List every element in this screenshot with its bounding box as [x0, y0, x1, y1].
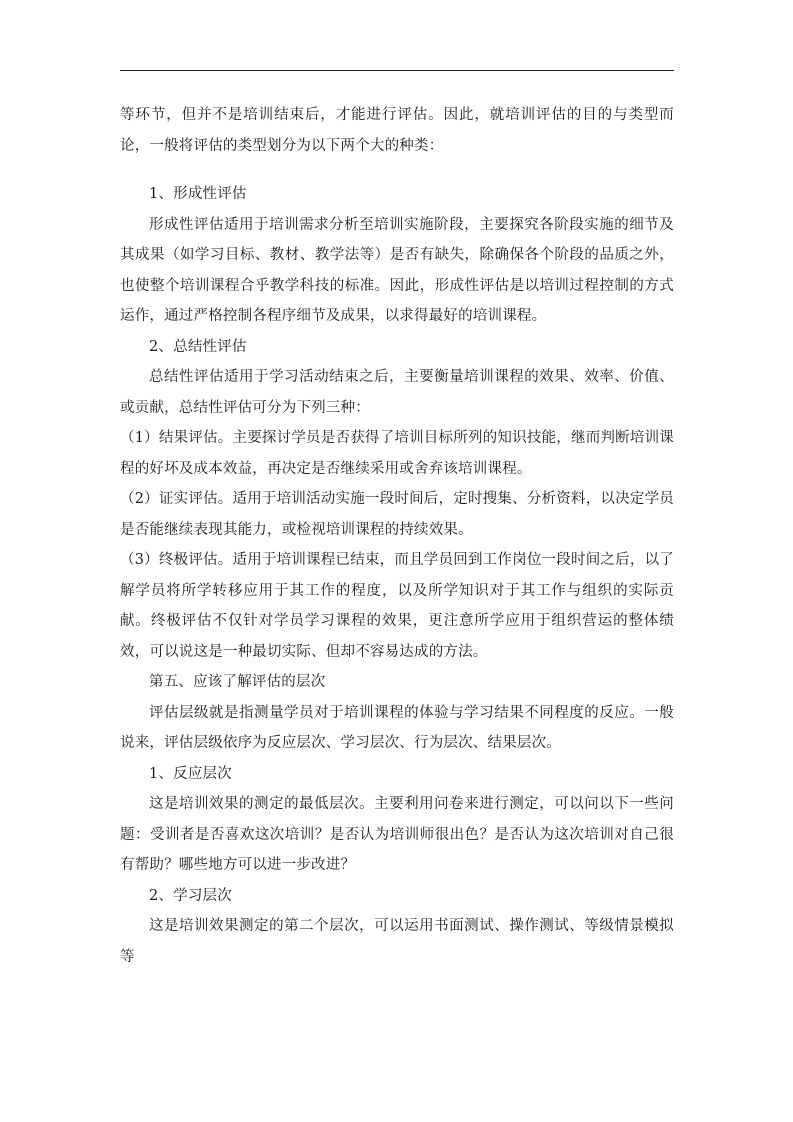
- paragraph: 总结性评估适用于学习活动结束之后，主要衡量培训课程的效果、效率、价值、或贡献，总结性评估可分为下列三种：: [120, 369, 674, 416]
- list-item: （1）结果评估。主要探讨学员是否获得了培训目标所列的知识技能，继而判断培训课程的好坏及成本效益，再决定是否继续采用或舍弃该培训课程。: [120, 430, 674, 477]
- paragraph: 等环节，但并不是培训结束后，才能进行评估。因此，就培训评估的目的与类型而论，一般将评估的类型划分为以下两个大的种类：: [120, 107, 674, 154]
- paragraph: 这是培训效果测定的第二个层次，可以运用书面测试、操作测试、等级情景模拟等: [120, 918, 674, 965]
- header-rule: [120, 70, 674, 71]
- paragraph: 形成性评估适用于培训需求分析至培训实施阶段，主要探究各阶段实施的细节及其成果（如学习目标、教材、教学法等）是否有缺失，除确保各个阶段的品质之外，也使整个培训课程合乎教学科技的标准。因此，形成性评估是以培训过程控制的方式运作，通过严格控制各程序细节及成果，以求得最好的培训课程。: [120, 216, 674, 324]
- section-heading: 2、总结性评估: [149, 338, 247, 355]
- list-item: （3）终极评估。适用于培训课程已结束，而且学员回到工作岗位一段时间之后，以了解学员将所学转移应用于其工作的程度，以及所学知识对于其工作与组织的实际贡献。终极评估不仅针对学员学习课程的效果，更注意所学应用于组织营运的整体绩效，可以说这是一种最切实际、但却不容易达成的方法。: [120, 552, 674, 660]
- list-item: （2）证实评估。适用于培训活动实施一段时间后，定时搜集、分析资料，以决定学员是否能继续表现其能力，或检视培训课程的持续效果。: [120, 491, 674, 538]
- document-body: [120, 100, 674, 972]
- paragraph: 评估层级就是指测量学员对于培训课程的体验与学习结果不同程度的反应。一般说来，评估层级依序为反应层次、学习层次、行为层次、结果层次。: [120, 704, 674, 751]
- section-heading: 第五、应该了解评估的层次: [149, 674, 326, 690]
- paragraph: 这是培训效果的测定的最低层次。主要利用问卷来进行测定，可以问以下一些问题：受训者是否喜欢这次培训？是否认为培训师很出色？是否认为这次培训对自己很有帮助？哪些地方可以进一步改进？: [120, 796, 674, 873]
- section-heading: 1、反应层次: [149, 765, 232, 782]
- section-heading: 2、学习层次: [149, 887, 232, 904]
- section-heading: 1、形成性评估: [149, 186, 247, 202]
